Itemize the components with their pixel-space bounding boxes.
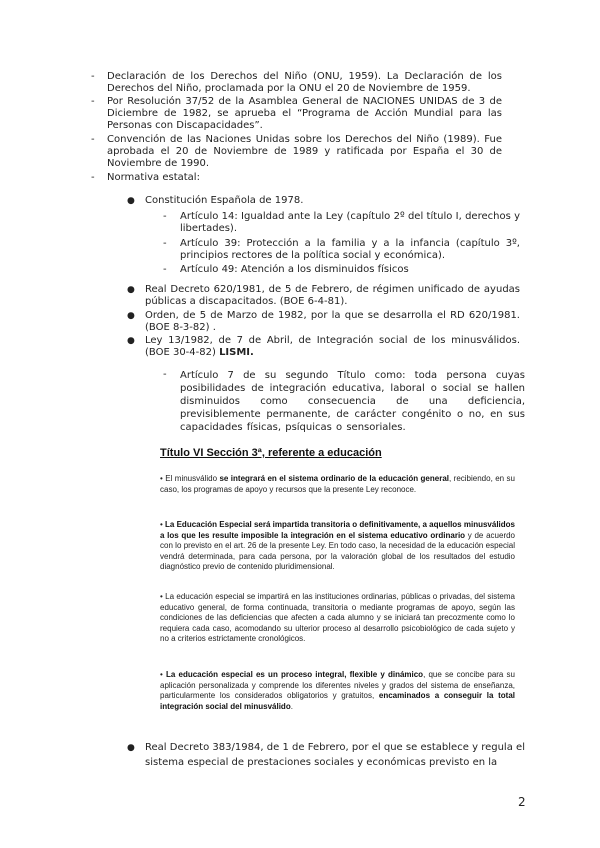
bullet-marker: ● (127, 285, 135, 295)
bullet-real-decreto-383: Real Decreto 383/1984, de 1 de Febrero, por el que se establece y regula el sistema especial de prestaciones sociales y económicas previsto en la (145, 742, 525, 768)
sub-dash-marker: - (163, 211, 167, 222)
box-text: El minusválido (165, 474, 220, 483)
box-bold: La Educación Especial será impartida transitoria o definitivamente, a aquellos minusválidos a los que les resulte imposible la integración en el sistema educativo ordinario (160, 520, 515, 540)
box-bold: La educación especial es un proceso integral, flexible y dinámico (165, 670, 424, 679)
lismi-acronym: LISMI. (219, 347, 254, 358)
bullet-marker: ● (127, 336, 135, 346)
bullet-marker: ● (127, 311, 135, 321)
bullet-marker: ● (127, 743, 135, 753)
sub-dash-marker: - (163, 369, 167, 380)
dash-marker: - (91, 172, 95, 183)
dash-marker: - (91, 71, 95, 82)
lismi-text: Ley 13/1982, de 7 de Abril, de Integración social de los minusválidos. (BOE 30-4-82) (145, 335, 520, 358)
box-item-proceso-integral: • La educación especial es un proceso integral, flexible y dinámico, que se concibe para su aplicación personalizada y comprende los diferentes niveles y grados del sistema de enseñanza, particularmente los considerados obligatorios y gratuitos, encaminados a conseguir la total integración social del minusválido. (160, 670, 516, 711)
dash-item-derechos-nino: Declaración de los Derechos del Niño (ONU, 1959). La Declaración de los Derechos del Niño, proclamada por la ONU el 20 de Noviembre de 1959. (107, 71, 502, 94)
box-text: , que se concibe para su aplicación personalizada y comprende los diferentes niveles y grados del sistema de enseñanza, particularmente los considerados obligatorios y gratuitos, (160, 670, 516, 700)
box-item-instituciones: • La educación especial se impartirá en las instituciones ordinarias, públicas o privadas, del sistema educativo general, de forma continuada, transitoria o mediante programas de apoyo, según las condiciones de las deficiencias que afecten a cada alumno y se iniciará tan precozmente como lo requiera cada caso, acomodando su ulterior proceso al desarrollo psicobiológico de cada sujeto y no a criterios estrictamente cronológicos. (160, 592, 515, 643)
box-text: . (290, 701, 293, 711)
dash-marker: - (91, 96, 95, 107)
article-49: Artículo 49: Atención a los disminuidos físicos (180, 264, 409, 275)
bullet-ley-lismi (145, 335, 520, 359)
section-title: Título VI Sección 3ª, referente a educación (160, 447, 382, 459)
dash-item-convencion: Convención de las Naciones Unidas sobre los Derechos del Niño (1989). Fue aprobada el 20 de Noviembre de 1989 y ratificada por España el 30 de Noviembre de 1990. (107, 134, 502, 169)
bullet-marker: ● (127, 196, 135, 206)
article-39: Artículo 39: Protección a la familia y a la infancia (capítulo 3º, principios rectores de la política social y económica). (180, 238, 520, 261)
dash-item-normativa-estatal: Normativa estatal: (107, 172, 200, 183)
box-item-integracion: • El minusválido se integrará en el sistema ordinario de la educación general, recibiendo, en su caso, los programas de apoyo y recursos que la presente Ley reconoce. (160, 474, 516, 494)
box-bold: se integrará en el sistema ordinario de la educación general (219, 474, 449, 483)
bullet-real-decreto-620: Real Decreto 620/1981, de 5 de Febrero, de régimen unificado de ayudas públicas a discapacitados. (BOE 6-4-81). (145, 284, 520, 307)
sub-dash-marker: - (163, 264, 167, 275)
box-item-educacion-especial: • La Educación Especial será impartida transitoria o definitivamente, a aquellos minusválidos a los que les resulte imposible la integración en el sistema educativo ordinario y de acuerdo con lo previsto en el art. 26 de la presente Ley. En todo caso, la necesidad de la educación especial vendrá determinada, para cada persona, por la valoración global de los resultados del estudio diagnóstico previo de contenido pluridimensional. (160, 520, 516, 571)
dash-marker: - (91, 134, 95, 145)
bullet-constitucion: Constitución Española de 1978. (145, 195, 304, 206)
article-14: Artículo 14: Igualdad ante la Ley (capítulo 2º del título I, derechos y libertades). (180, 211, 520, 234)
box-bold: encaminados a conseguir la total integración social del minusválido (160, 691, 515, 711)
sub-dash-marker: - (163, 238, 167, 249)
article-7-definition: Artículo 7 de su segundo Título como: toda persona cuyas posibilidades de integración educativa, laboral o social se hallen disminuidos como consecuencia de una deficiencia, previsiblemente permanente, de carácter congénito o no, en sus capacidades físicas, psíquicas o sensoriales. (180, 370, 525, 433)
page-number: 2 (518, 795, 526, 809)
bullet-orden-1982: Orden, de 5 de Marzo de 1982, por la que se desarrolla el RD 620/1981. (BOE 8-3-82) . (145, 310, 520, 333)
dash-item-resolucion-37-52: Por Resolución 37/52 de la Asamblea General de NACIONES UNIDAS de 3 de Diciembre de 1982, se aprueba el “Programa de Acción Mundial para las Personas con Discapacidades”. (107, 96, 502, 131)
box-text: y de acuerdo con lo previsto en el art. 26 de la presente Ley. En todo caso, la necesidad de la educación especial vendrá determinada, para cada persona, por la valoración global de los resultados del estudio diagnóstico previo de contenido pluridimensional. (160, 530, 516, 571)
box-text: , recibiendo, en su caso, los programas de apoyo y recursos que la presente Ley reconoce. (160, 474, 516, 494)
